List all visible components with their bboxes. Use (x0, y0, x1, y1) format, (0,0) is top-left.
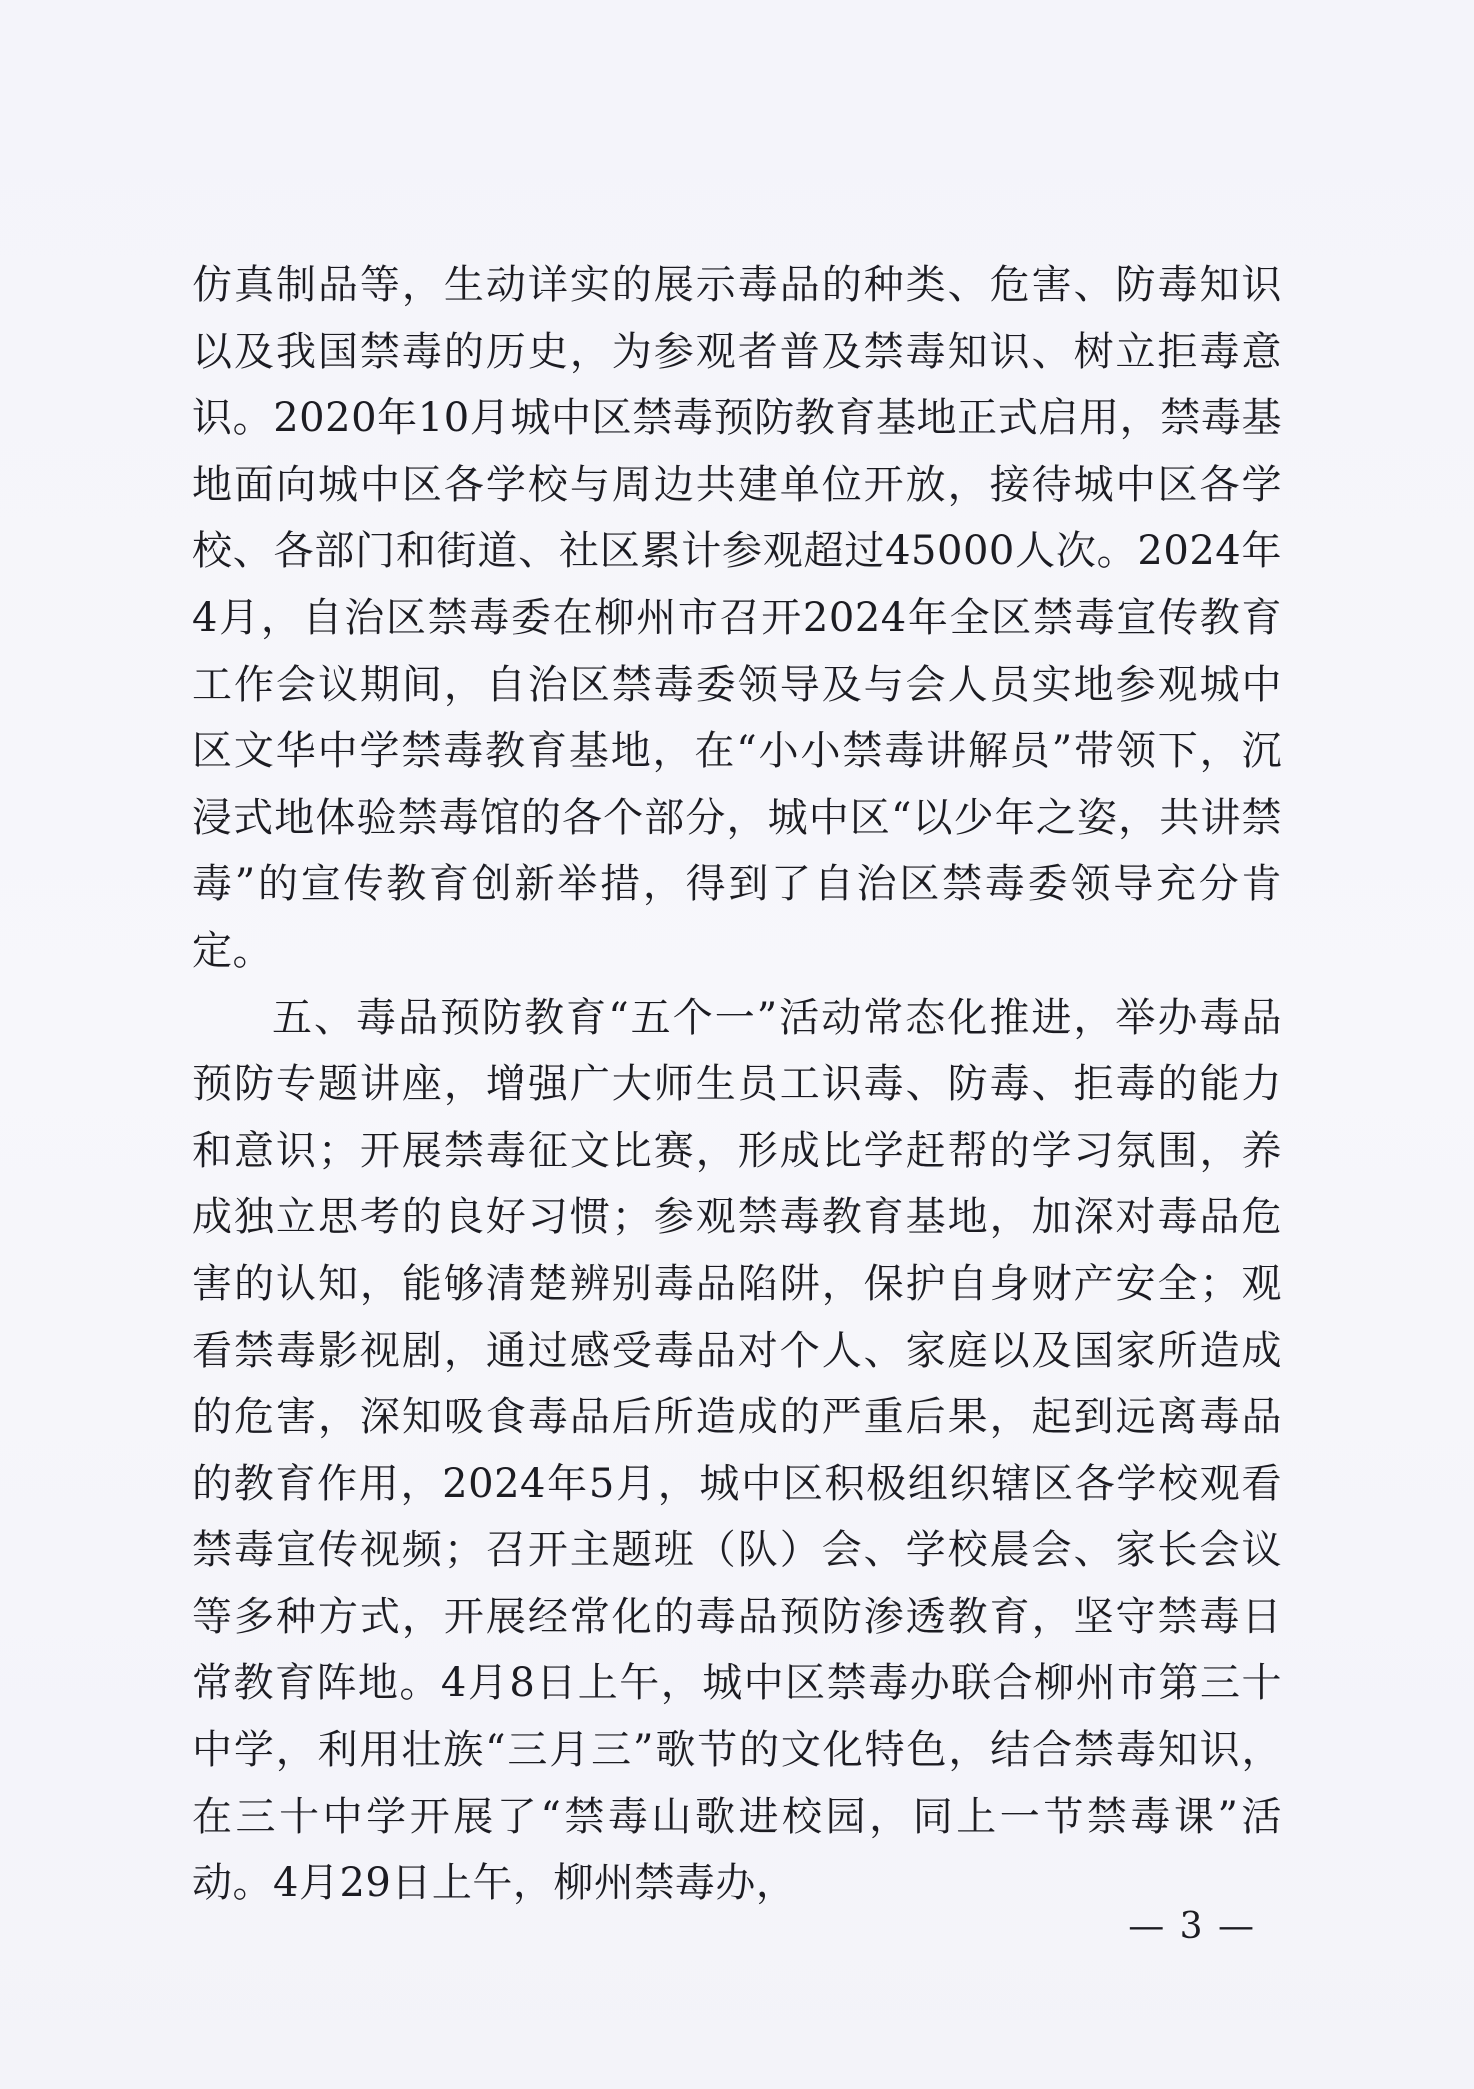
document-body (192, 252, 1282, 1917)
paragraph-2: 五、毒品预防教育“五个一”活动常态化推进，举办毒品预防专题讲座，增强广大师生员工识毒、防毒、拒毒的能力和意识；开展禁毒征文比赛，形成比学赶帮的学习氛围，养成独立思考的良好习惯；参观禁毒教育基地，加深对毒品危害的认知，能够清楚辨别毒品陷阱，保护自身财产安全；观看禁毒影视剧，通过感受毒品对个人、家庭以及国家所造成的危害，深知吸食毒品后所造成的严重后果，起到远离毒品的教育作用，2024年5月，城中区积极组织辖区各学校观看禁毒宣传视频；召开主题班（队）会、学校晨会、家长会议等多种方式，开展经常化的毒品预防渗透教育，坚守禁毒日常教育阵地。4月8日上午，城中区禁毒办联合柳州市第三十中学，利用壮族“三月三”歌节的文化特色，结合禁毒知识，在三十中学开展了“禁毒山歌进校园，同上一节禁毒课”活动。4月29日上午，柳州禁毒办， (192, 994, 1282, 1907)
paragraph-1: 仿真制品等，生动详实的展示毒品的种类、危害、防毒知识以及我国禁毒的历史，为参观者普及禁毒知识、树立拒毒意识。2020年10月城中区禁毒预防教育基地正式启用，禁毒基地面向城中区各学校与周边共建单位开放，接待城中区各学校、各部门和街道、社区累计参观超过45000人次。2024年4月，自治区禁毒委在柳州市召开2024年全区禁毒宣传教育工作会议期间，自治区禁毒委领导及与会人员实地参观城中区文华中学禁毒教育基地，在“小小禁毒讲解员”带领下，沉浸式地体验禁毒馆的各个部分，城中区“以少年之姿，共讲禁毒”的宣传教育创新举措，得到了自治区禁毒委领导充分肯定。 (192, 262, 1282, 974)
page-number: — 3 — (1128, 1906, 1256, 1947)
